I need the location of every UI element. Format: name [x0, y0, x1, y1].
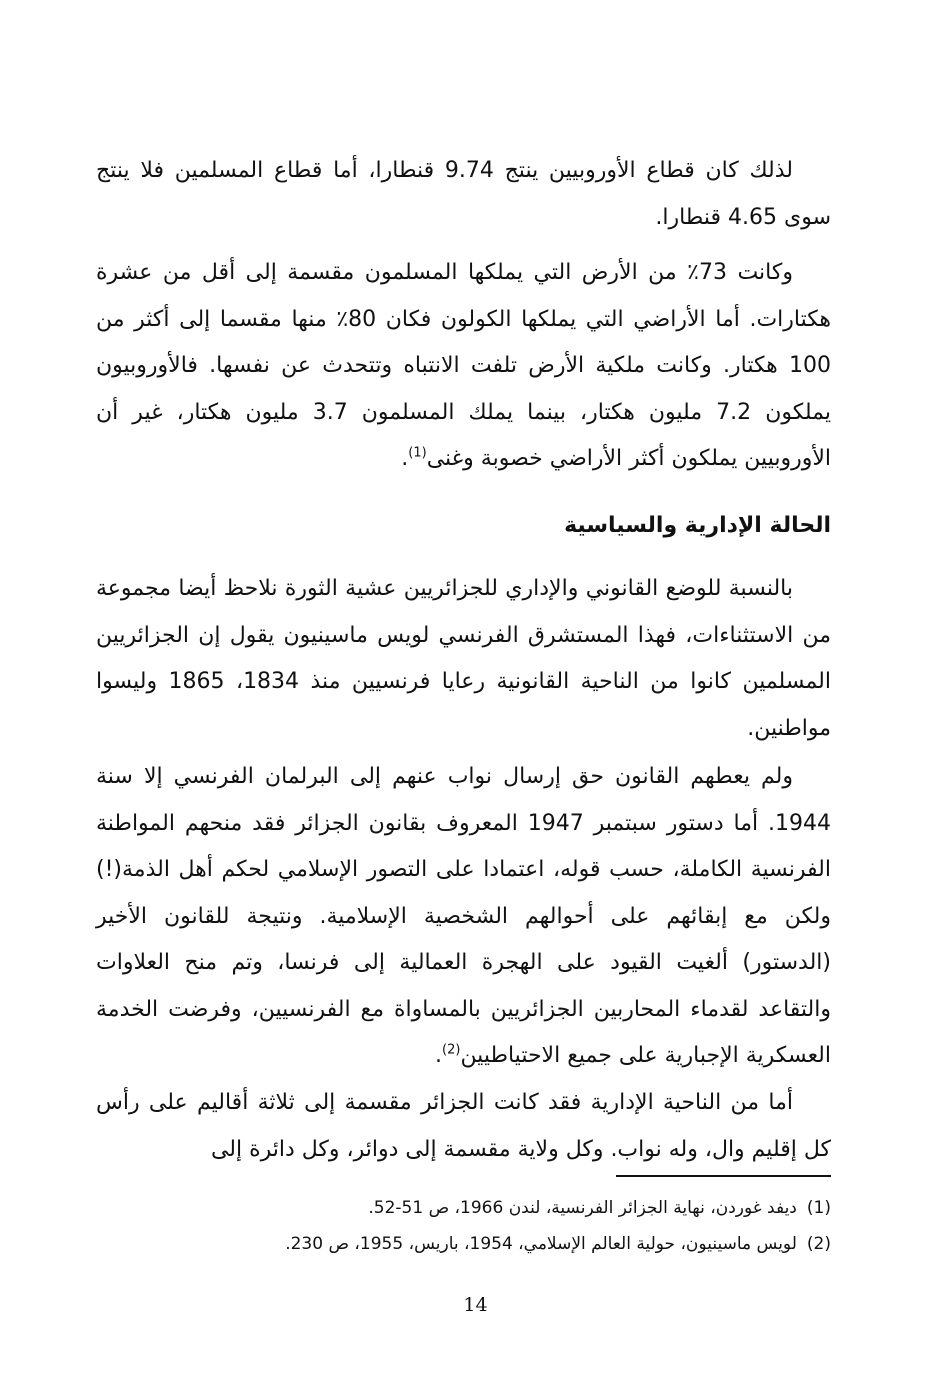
paragraph-text: بالنسبة للوضع القانوني والإداري للجزائريين عشية الثورة نلاحظ أيضا مجموعة من الاستثناءات، فهذا المستشرق الفرنسي لويس ماسينيون يقول إن الجزائريين المسلمين كانوا من الناحية القانونية رعايا فرنسيين منذ 1834، 1865 وليسوا مواطنين.	[96, 576, 832, 741]
paragraph-tail: .	[401, 446, 409, 471]
paragraph-tail: .	[435, 1043, 442, 1068]
footnote-1	[96, 1190, 831, 1226]
paragraph-parliament-1944	[96, 754, 831, 1080]
footnote-ref-1[interactable]: (1)	[408, 445, 427, 461]
page-number: 14	[463, 1294, 488, 1316]
paragraph-text-with-ref	[96, 250, 831, 483]
paragraph-administrative-divisions	[96, 1080, 831, 1173]
footnote-number: (2)	[806, 1234, 831, 1254]
paragraph-text: لذلك كان قطاع الأوروبيين ينتج 9.74 قنطارا، أما قطاع المسلمين فلا ينتج سوى 4.65 قنطارا.	[96, 158, 831, 230]
paragraph-text-with-ref	[96, 754, 831, 1080]
paragraph-land-ownership	[96, 250, 831, 483]
footnote-ref-2[interactable]: (2)	[442, 1042, 461, 1058]
paragraph-legal-status	[96, 566, 831, 752]
footnote-2	[96, 1226, 831, 1262]
footnotes	[96, 1190, 831, 1262]
paragraph-wheat-production	[96, 148, 831, 241]
footnote-number: (1)	[806, 1198, 831, 1218]
paragraph-text: أما من الناحية الإدارية فقد كانت الجزائر مقسمة إلى ثلاثة أقاليم على رأس كل إقليم وال، وله نواب. وكل ولاية مقسمة إلى دوائر، وكل دائرة إلى	[96, 1090, 831, 1162]
section-heading: الحالة الإدارية والسياسية	[564, 513, 831, 538]
footnote-text: ديفد غوردن، نهاية الجزائر الفرنسية، لندن 1966، ص 51-52.	[368, 1198, 797, 1218]
paragraph-text: وكانت 73٪ من الأرض التي يملكها المسلمون مقسمة إلى أقل من عشرة هكتارات. أما الأراضي التي يملكها الكولون فكان 80٪ منها مقسما إلى أكثر من 100 هكتار. وكانت ملكية الأرض تلفت الانتباه وتتحدث عن نفسها. فالأوروبيون يملكون 7.2 مليون هكتار، بينما يملك المسلمون 3.7 مليون هكتار، غير أن الأوروبيين يملكون أكثر الأراضي خصوبة وغنى	[96, 260, 831, 471]
footnote-separator	[616, 1175, 831, 1177]
paragraph-text: ولم يعطهم القانون حق إرسال نواب عنهم إلى البرلمان الفرنسي إلا سنة 1944. أما دستور سبتمبر 1947 المعروف بقانون الجزائر فقد منحهم المواطنة الفرنسية الكاملة، حسب قوله، اعتمادا على التصور الإسلامي لحكم أهل الذمة(!) ولكن مع إبقائهم على أحوالهم الشخصية الإسلامية. ونتيجة للقانون الأخير (الدستور) ألغيت القيود على الهجرة العمالية إلى فرنسا، وتم منح العلاوات والتقاعد لقدماء المحاربين الجزائريين بالمساواة مع الفرنسيين، وفرضت الخدمة العسكرية الإجبارية على جميع الاحتياطيين	[96, 764, 831, 1068]
footnote-text: لويس ماسينيون، حولية العالم الإسلامي، 1954، باريس، 1955، ص 230.	[285, 1234, 797, 1254]
